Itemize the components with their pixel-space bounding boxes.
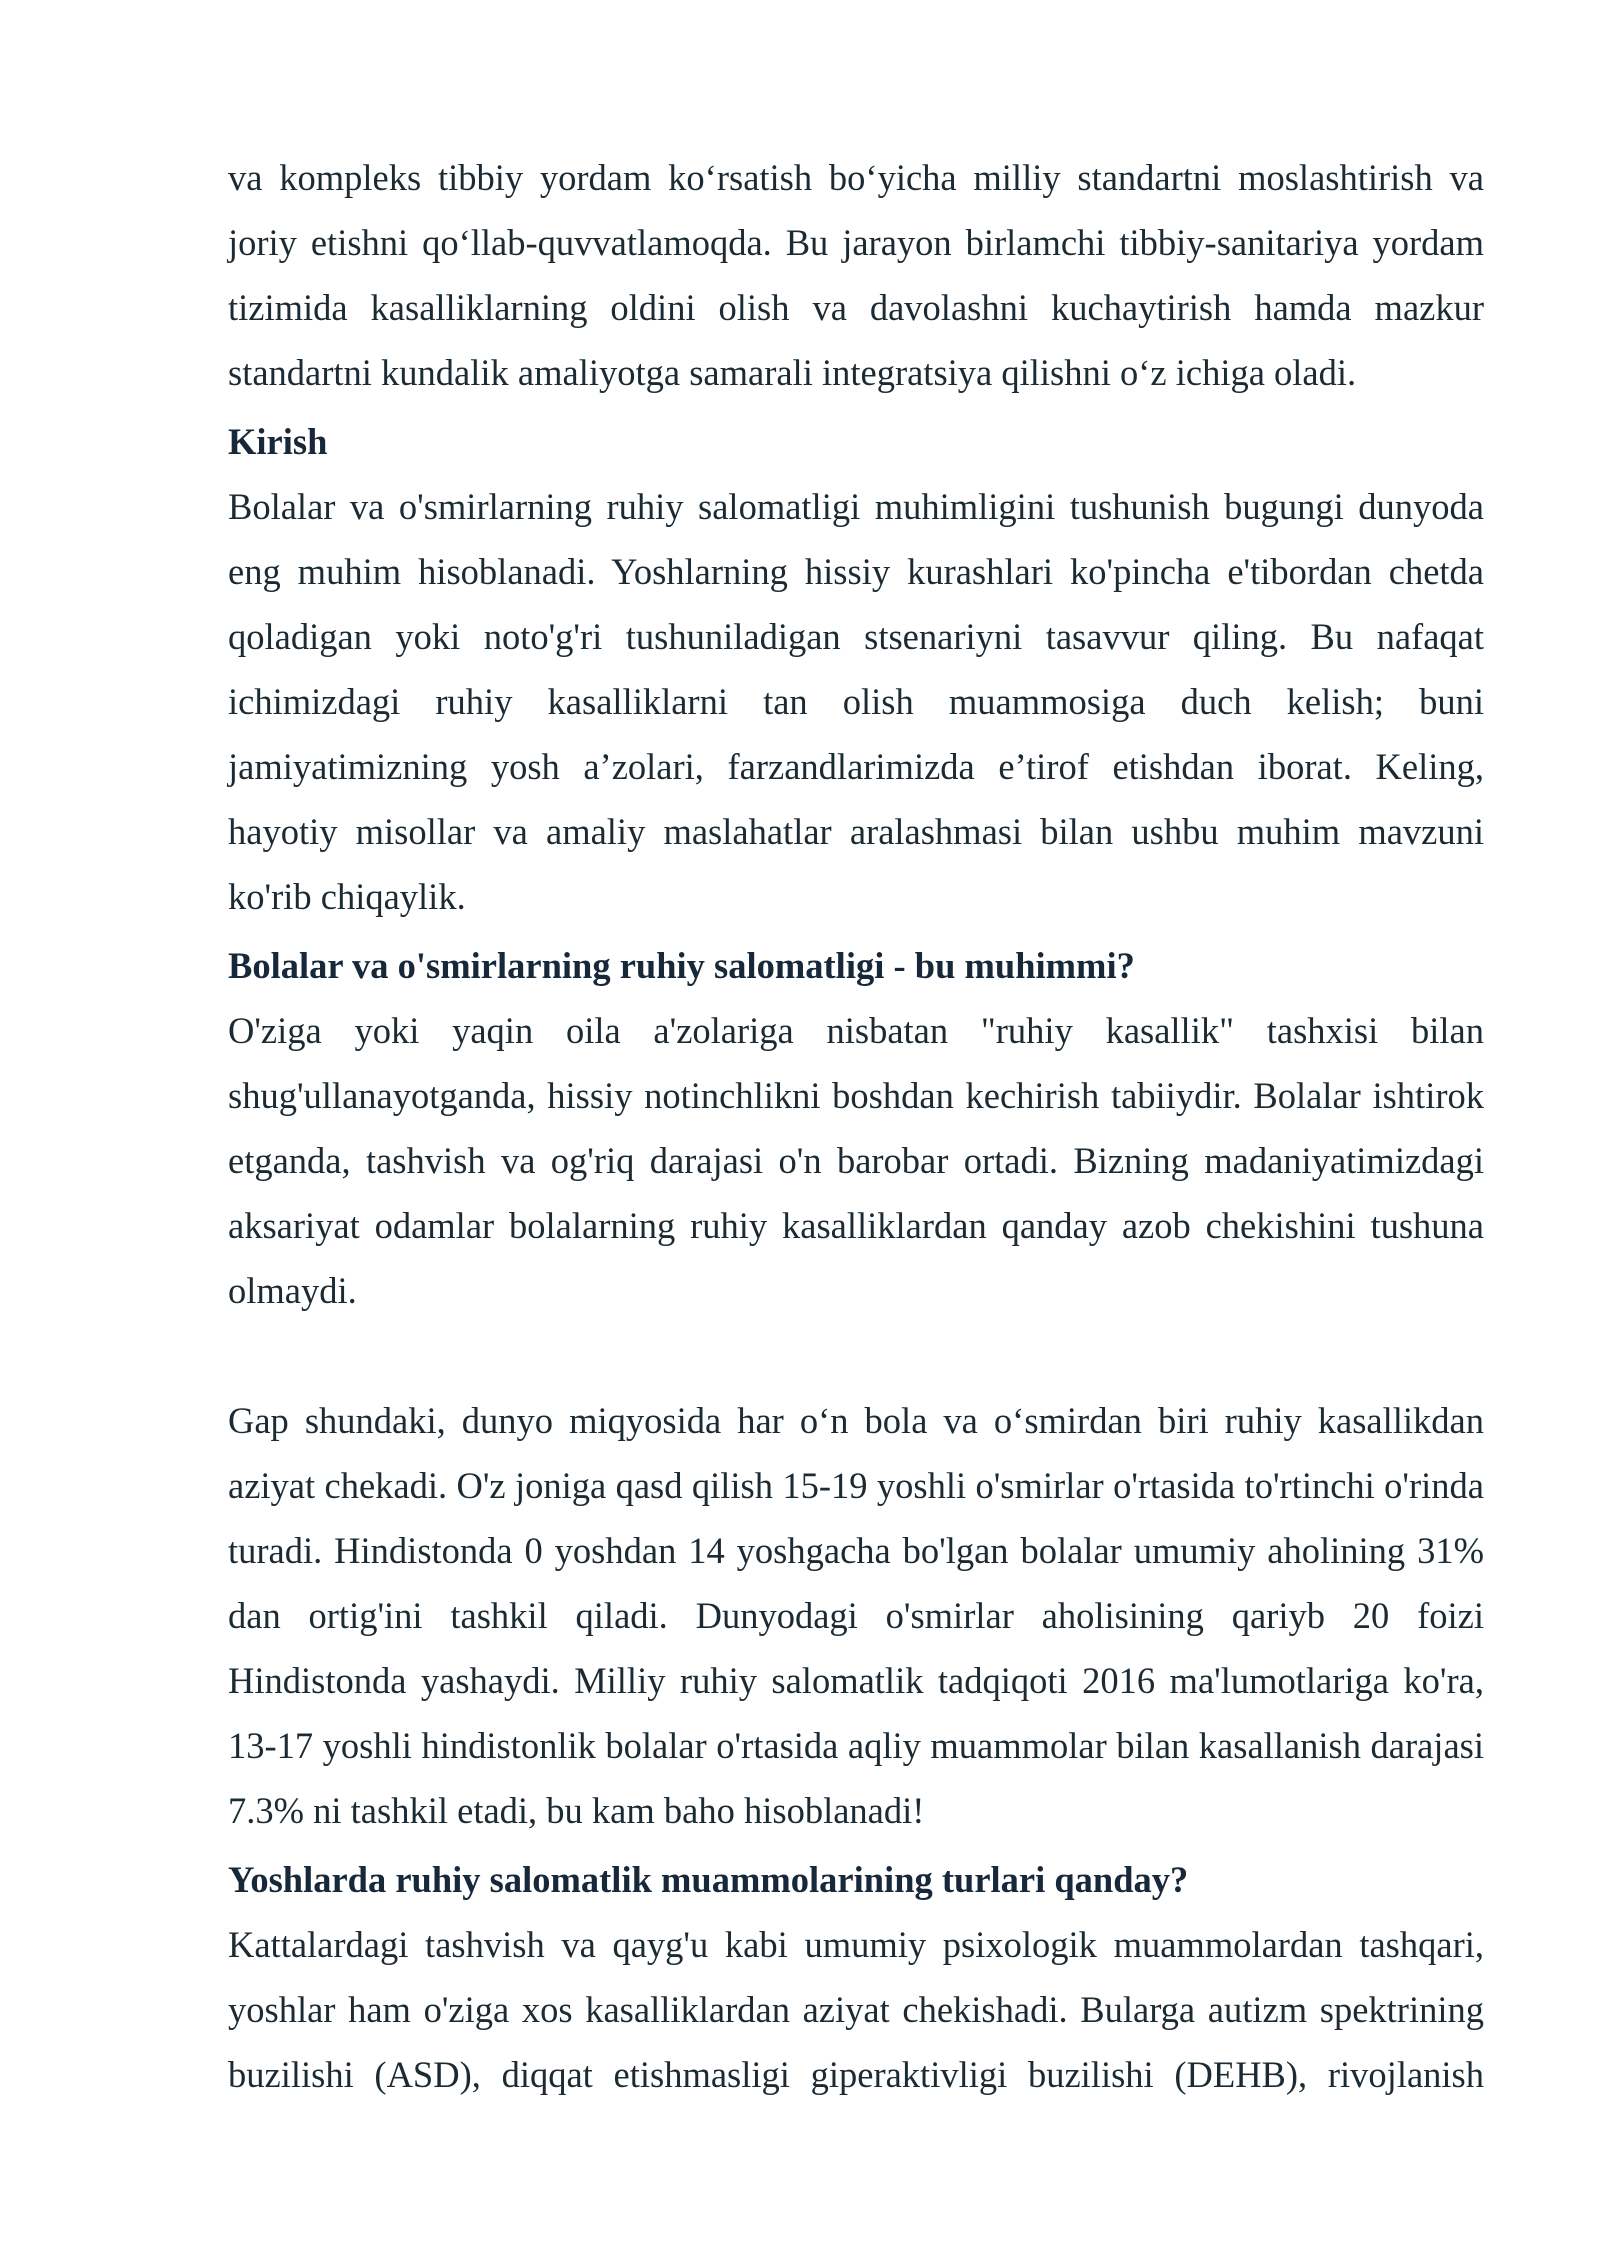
kirish-paragraph: Bolalar va o'smirlarning ruhiy salomatligi muhimligini tushunish bugungi dunyoda eng muhim hisoblanadi. Yoshlarning hissiy kurashlari ko'pincha e'tibordan chetda qoladigan yoki noto'g'ri tushuniladigan stsenariyni tasavvur qiling. Bu nafaqat ichimizdagi ruhiy kasalliklarni tan olish muammosiga duch kelish; buni jamiyatimizning yosh a’zolari, farzandlarimizda e’tirof etishdan iborat. Keling, hayotiy misollar va amaliy maslahatlar aralashmasi bilan ushbu muhim mavzuni ko'rib chiqaylik. xyxy=(228,486,1484,917)
importance-paragraph: O'ziga yoki yaqin oila a'zolariga nisbatan "ruhiy kasallik" tashxisi bilan shug'ullanayotganda, hissiy notinchlikni boshdan kechirish tabiiydir. Bolalar ishtirok etganda, tashvish va og'riq darajasi o'n barobar ortadi. Bizning madaniyatimizdagi aksariyat odamlar bolalarning ruhiy kasalliklardan qanday azob chekishini tushuna olmaydi. xyxy=(228,1010,1484,1311)
types-paragraph: Kattalardagi tashvish va qayg'u kabi umumiy psixologik muammolardan tashqari, yoshlar ham o'ziga xos kasalliklardan aziyat chekishadi. Bularga autizm spektrining buzilishi (ASD), diqqat etishmasligi giperaktivligi buzilishi (DEHB), rivojlanish xyxy=(228,1924,1484,2095)
blank-line xyxy=(228,1323,1484,1388)
intro-paragraph: va kompleks tibbiy yordam koʻrsatish boʻyicha milliy standartni moslashtirish va joriy etishni qoʻllab-quvvatlamoqda. Bu jarayon birlamchi tibbiy-sanitariya yordam tizimida kasalliklarning oldini olish va davolashni kuchaytirish hamda mazkur standartni kundalik amaliyotga samarali integratsiya qilishni oʻz ichiga oladi. xyxy=(228,157,1484,393)
section-heading-importance: Bolalar va o'smirlarning ruhiy salomatligi - bu muhimmi? xyxy=(228,945,1135,986)
section-heading-kirish: Kirish xyxy=(228,421,328,462)
document-page xyxy=(228,145,1484,2107)
section-heading-types: Yoshlarda ruhiy salomatlik muammolarining turlari qanday? xyxy=(228,1859,1189,1900)
statistics-paragraph: Gap shundaki, dunyo miqyosida har oʻn bola va oʻsmirdan biri ruhiy kasallikdan aziyat chekadi. O'z joniga qasd qilish 15-19 yoshli o'smirlar o'rtasida to'rtinchi o'rinda turadi. Hindistonda 0 yoshdan 14 yoshgacha bo'lgan bolalar umumiy aholining 31% dan ortig'ini tashkil qiladi. Dunyodagi o'smirlar aholisining qariyb 20 foizi Hindistonda yashaydi. Milliy ruhiy salomatlik tadqiqoti 2016 ma'lumotlariga ko'ra, 13-17 yoshli hindistonlik bolalar o'rtasida aqliy muammolar bilan kasallanish darajasi 7.3% ni tashkil etadi, bu kam baho hisoblanadi! xyxy=(228,1400,1484,1831)
